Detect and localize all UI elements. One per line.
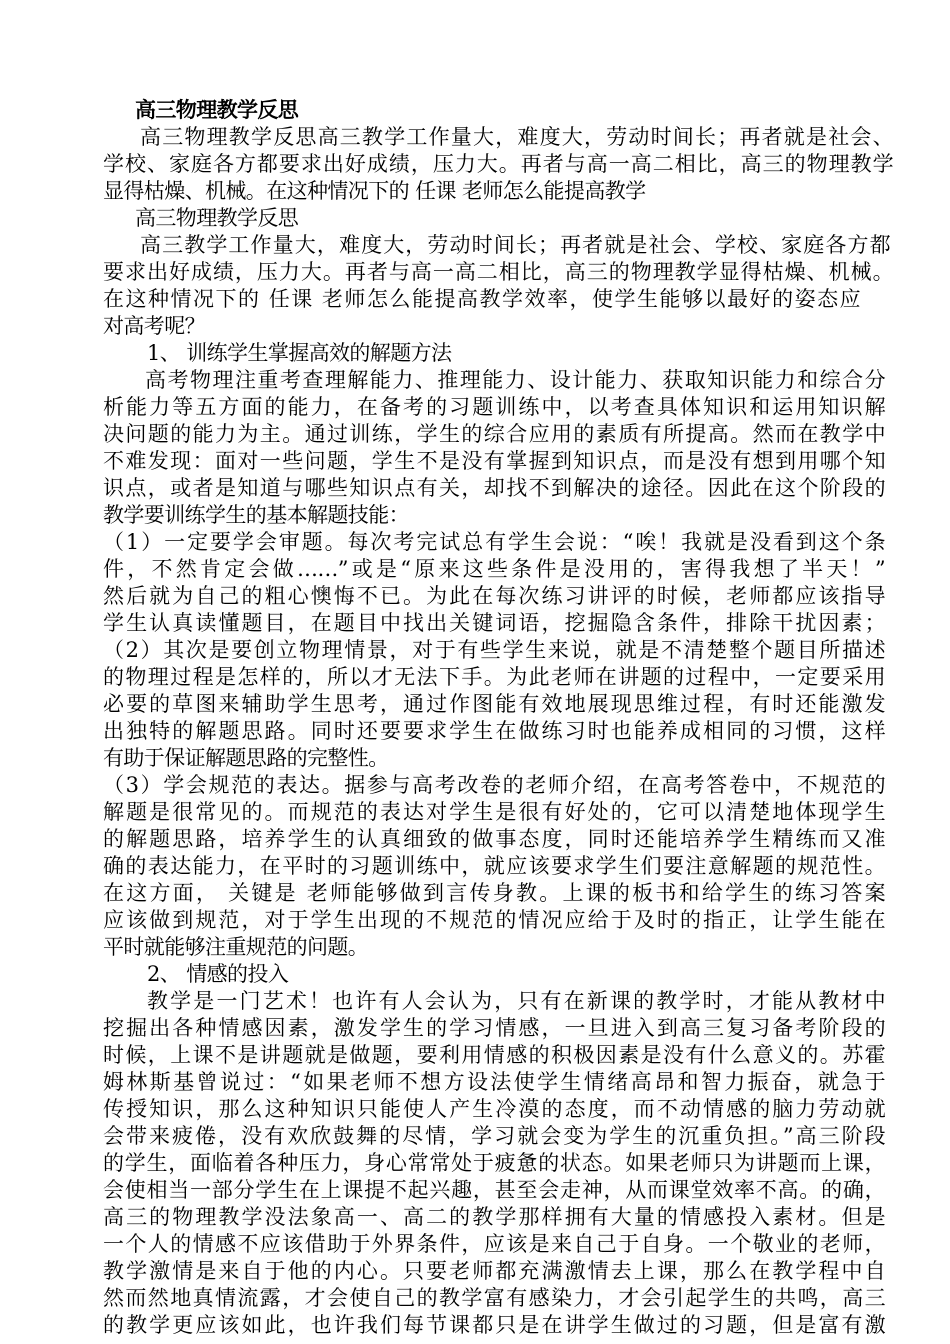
- section-heading: 2、 情感的投入: [147, 962, 289, 986]
- list-item-line: 然后就为自己的粗心懊悔不已。为此在每次练习讲评的时候，老师都应该指导: [103, 584, 885, 608]
- paragraph-line: 高三物理教学反思高三教学工作量大，难度大，劳动时间长；再者就是社会、: [140, 125, 893, 149]
- paragraph-line: 的学生，面临着各种压力，身心常常处于疲惫的状态。如果老师只为讲题而上课，: [103, 1151, 885, 1175]
- paragraph-line: 识点，或者是知道与哪些知识点有关，却找不到解决的途径。因此在这个阶段的: [103, 476, 885, 500]
- paragraph-line: 决问题的能力为主。通过训练，学生的综合应用的素质有所提高。然而在教学中: [103, 422, 885, 446]
- paragraph-line: 然而然地真情流露，才会使自己的教学富有感染力，才会引起学生的共鸣，高三: [103, 1286, 885, 1310]
- paragraph-line: 高考物理注重考查理解能力、推理能力、设计能力、获取知识能力和综合分: [145, 368, 885, 392]
- list-item-line: 件，不然肯定会做……”或是“原来这些条件是没用的，害得我想了半天！”: [103, 557, 885, 581]
- paragraph-line: 会使相当一部分学生在上课提不起兴趣，甚至会走神，从而课堂效率不高。的确，: [103, 1178, 885, 1202]
- list-item-line: （3）学会规范的表达。据参与高考改卷的老师介绍，在高考答卷中，不规范的: [103, 773, 885, 797]
- list-item-line: 应该做到规范，对于学生出现的不规范的情况应给于及时的指正，让学生能在: [103, 908, 885, 932]
- paragraph-line: 在这种情况下的 任课 老师怎么能提高教学效率，使学生能够以最好的姿态应: [103, 287, 860, 311]
- document-title: 高三物理教学反思: [135, 97, 299, 122]
- list-item-line: 必要的草图来辅助学生思考，通过作图能有效地展现思维过程，有时还能激发: [103, 692, 885, 716]
- list-item-line: 的物理过程是怎样的，所以才无法下手。为此老师在讲题的过程中，一定要采用: [103, 665, 885, 689]
- list-item-line: （1）一定要学会审题。每次考完试总有学生会说：“唉！我就是没看到这个条: [103, 530, 885, 554]
- paragraph-line: 会带来疲倦，没有欢欣鼓舞的尽情，学习就会变为学生的沉重负担。”高三阶段: [103, 1124, 885, 1148]
- paragraph-line: 不难发现：面对一些问题，学生不是没有掌握到知识点，而是没有想到用哪个知: [103, 449, 885, 473]
- paragraph-line: 挖掘出各种情感因素，激发学生的学习情感，一旦进入到高三复习备考阶段的: [103, 1016, 885, 1040]
- list-item-line: 在这方面， 关键是 老师能够做到言传身教。上课的板书和给学生的练习答案: [103, 881, 885, 905]
- paragraph-line: 高三的物理教学没法象高一、高二的教学那样拥有大量的情感投入素材。但是: [103, 1205, 885, 1229]
- paragraph-line: 高三教学工作量大，难度大，劳动时间长；再者就是社会、学校、家庭各方都: [140, 233, 890, 257]
- list-item-line: 平时就能够注重规范的问题。: [103, 935, 369, 959]
- paragraph-line: 析能力等五方面的能力，在备考的习题训练中，以考查具体知识和运用知识解: [103, 395, 885, 419]
- list-item-line: 解题是很常见的。而规范的表达对学生是很有好处的，它可以清楚地体现学生: [103, 800, 885, 824]
- paragraph-line: 一个人的情感不应该借助于外界条件，应该是来自己于自身。一个敬业的老师，: [103, 1232, 885, 1256]
- paragraph-line: 的教学更应该如此，也许我们每节课都只是在讲学生做过的习题，但是富有激: [103, 1313, 885, 1337]
- list-item-line: 学生认真读懂题目，在题目中找出关键词语，挖掘隐含条件，排除干扰因素；: [103, 611, 885, 635]
- section-heading: 1、 训练学生掌握高效的解题方法: [147, 341, 452, 365]
- paragraph-line: 教学要训练学生的基本解题技能：: [103, 503, 409, 527]
- paragraph-line: 教学是一门艺术！也许有人会认为，只有在新课的教学时，才能从教材中: [147, 989, 885, 1013]
- list-item-line: 确的表达能力，在平时的习题训练中，就应该要求学生们要注意解题的规范性。: [103, 854, 885, 878]
- paragraph-line: 对高考呢？: [103, 314, 205, 338]
- paragraph-line: 学校、家庭各方都要求出好成绩，压力大。再者与高一高二相比，高三的物理教学: [103, 152, 893, 176]
- list-item-line: 出独特的解题思路。同时还要要求学生在做练习时也能养成相同的习惯，这样: [103, 719, 885, 743]
- list-item-line: 的解题思路，培养学生的认真细致的做事态度，同时还能培养学生精练而又准: [103, 827, 885, 851]
- paragraph-line: 姆林斯基曾说过：“如果老师不想方设法使学生情绪高昂和智力振奋，就急于: [103, 1070, 885, 1094]
- paragraph-line: 教学激情是来自于他的内心。只要老师都充满激情去上课，那么在教学程中自: [103, 1259, 885, 1283]
- paragraph-line: 时候，上课不是讲题就是做题，要利用情感的积极因素是没有什么意义的。苏霍: [103, 1043, 885, 1067]
- list-item-line: （2）其次是要创立物理情景，对于有些学生来说，就是不清楚整个题目所描述: [103, 638, 885, 662]
- paragraph-line: 要求出好成绩，压力大。再者与高一高二相比，高三的物理教学显得枯燥、机械。: [103, 260, 893, 284]
- section-title: 高三物理教学反思: [135, 206, 299, 230]
- list-item-line: 有助于保证解题思路的完整性。: [103, 746, 389, 770]
- paragraph-line: 传授知识，那么这种知识只能使人产生冷漠的态度，而不动情感的脑力劳动就: [103, 1097, 885, 1121]
- paragraph-line: 显得枯燥、机械。在这种情况下的 任课 老师怎么能提高教学: [103, 179, 646, 203]
